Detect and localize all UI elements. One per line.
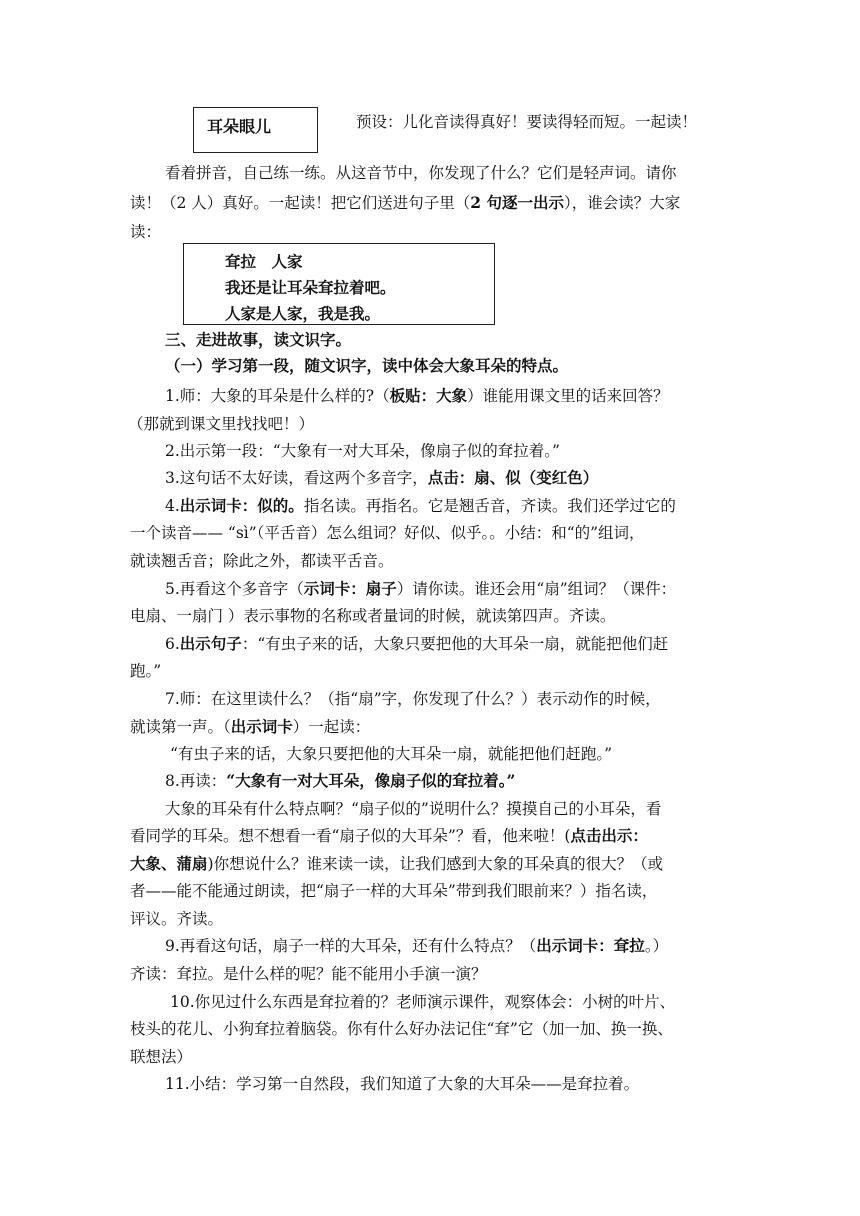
- item10-line2: 枝头的花儿、小狗耷拉着脑袋。你有什么好办法记住“耷”它（加一加、换一换、: [130, 1020, 673, 1038]
- item7-line1: 7.师：在这里读什么？（指“扇”字，你发现了什么？）表示动作的时候，: [165, 690, 661, 708]
- para1-line2: 读！（2 人）真好。一起读！把它们送进句子里（2 句逐一出示），谁会读？大家: [130, 193, 681, 212]
- item7-line2: 就读第一声。（出示词卡）一起读：: [130, 717, 371, 736]
- preset-text: 预设：儿化音读得真好！要读得轻而短。一起读！: [356, 113, 698, 131]
- sentence-box-line3: 人家是人家，我是我。: [225, 304, 381, 323]
- item1-line2: （那就到课文里找找吧！）: [128, 415, 315, 433]
- item10-line1: 10.你见过什么东西是耷拉着的？老师演示课件，观察体会：小树的叶片、: [170, 993, 676, 1011]
- item8-line6: 评议。齐读。: [130, 910, 224, 928]
- sentence-box-line2: 我还是让耳朵耷拉着吧。: [225, 278, 396, 297]
- item11: 11.小结：学习第一自然段，我们知道了大象的大耳朵——是耷拉着。: [165, 1075, 640, 1093]
- item4-line2: 一个读音—— “sì”（平舌音）怎么组词？好似、似乎。。小结：和“的”组词，: [130, 524, 645, 542]
- item8-line5: 者——能不能通过朗读，把“扇子一样的大耳朵”带到我们眼前来？）指名读，: [130, 882, 658, 900]
- item5-line2: 电扇、一扇门 ）表示事物的名称或者量词的时候，就读第四声。齐读。: [130, 607, 616, 625]
- item5-line1: 5.再看这个多音字（示词卡：扇子）请你读。谁还会用“扇”组词？（课件：: [165, 579, 677, 598]
- subsection-heading: （一）学习第一段，随文识字，读中体会大象耳朵的特点。: [165, 356, 569, 375]
- item4-line1: 4.出示词卡：似的。指名读。再指名。它是翘舌音，齐读。我们还学过它的: [165, 496, 676, 515]
- item8-line3: 看同学的耳朵。想不想看一看“扇子似的大耳朵”？看，他来啦！(点击出示：: [130, 826, 648, 845]
- item8-line1: 8.再读：“大象有一对大耳朵，像扇子似的耷拉着。”: [165, 771, 516, 790]
- word-box-text: 耳朵眼儿: [207, 117, 272, 136]
- item9-line2: 齐读：耷拉。是什么样的呢？能不能用小手演一演？: [130, 965, 487, 983]
- para1-line1: 看着拼音，自己练一练。从这音节中，你发现了什么？它们是轻声词。请你: [165, 164, 677, 182]
- item10-line3: 联想法）: [130, 1048, 193, 1066]
- item8-line4: 大象、蒲扇)你想说什么？谁来读一读，让我们感到大象的耳朵真的很大？（或: [130, 854, 664, 873]
- item8-line2: 大象的耳朵有什么特点啊？“扇子似的”说明什么？摸摸自己的小耳朵，看: [165, 800, 662, 818]
- item3: 3.这句话不太好读，看这两个多音字，点击：扇、似（变红色）: [165, 468, 599, 487]
- sentence-box-line1: 耷拉 人家: [225, 252, 303, 271]
- item9-line1: 9.再看这句话，扇子一样的大耳朵，还有什么特点？（出示词卡：耷拉。）: [165, 936, 669, 955]
- item6-line2: 跑。”: [130, 662, 162, 680]
- item6-line1: 6.出示句子：“有虫子来的话，大象只要把他的大耳朵一扇，就能把他们赶: [165, 634, 669, 653]
- item2: 2.出示第一段：“大象有一对大耳朵，像扇子似的耷拉着。”: [165, 442, 560, 460]
- section-heading: 三、走进故事，读文识字。: [165, 330, 352, 349]
- item7-line3: “有虫子来的话，大象只要把他的大耳朵一扇，就能把他们赶跑。”: [170, 745, 613, 763]
- para1-line3: 读：: [130, 223, 162, 241]
- item1-line1: 1.师：大象的耳朵是什么样的?（板贴：大象）谁能用课文里的话来回答？: [165, 386, 669, 405]
- item4-line3: 就读翘舌音；除此之外，都读平舌音。: [130, 552, 394, 570]
